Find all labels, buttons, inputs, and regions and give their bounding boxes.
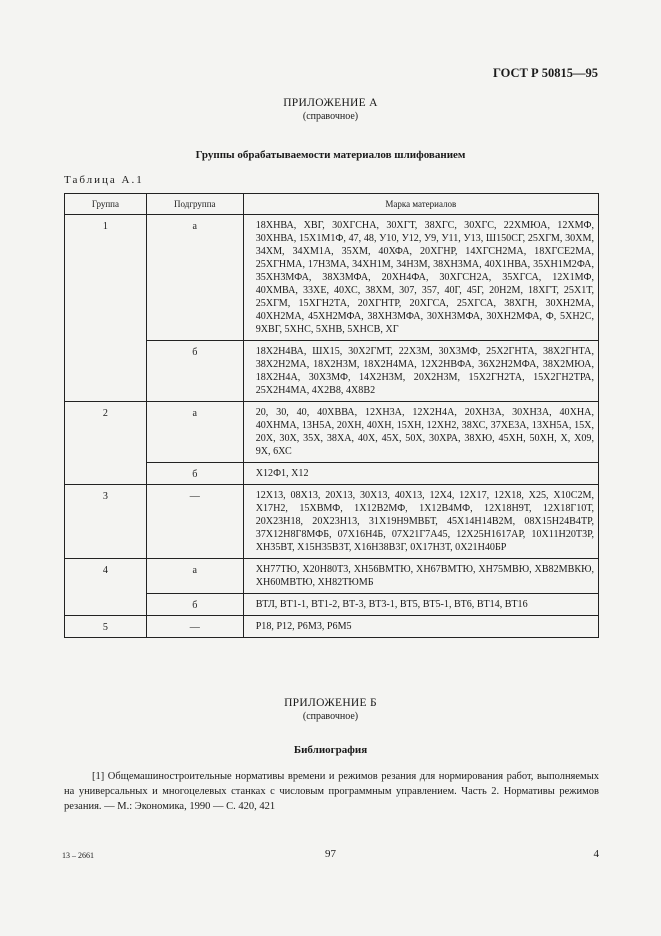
header-subgroup: Подгруппа xyxy=(146,194,243,215)
print-code: 13 – 2661 xyxy=(62,851,94,860)
page-number: 97 xyxy=(325,848,336,860)
subgroup-cell: б xyxy=(146,594,243,616)
table-row xyxy=(65,402,599,463)
bibliography-entry: [1] Общемашиностроительные нормативы времени и режимов резания для нормирования работ, выполняемых на универсальных и многоцелевых станках с числовым программным управлением. Часть 2. Нормативы режимов резания. — М.: Экономика, 1990 — С. 420, 421 xyxy=(64,771,599,812)
materials-cell: 12Х13, 08Х13, 20Х13, 30Х13, 40Х13, 12Х4, 12Х17, 12Х18, Х25, Х10С2М, Х17Н2, 15ХВМФ, 1Х12В2МФ, 1Х12В4МФ, 12Х18Н9Т, 12Х18Г10Т, 20Х23Н18, 20Х23Н13, 31Х19Н9МВБТ, 45Х14Н14В2М, 08Х15Н24В4ТР, 37Х12Н8Г8МФБ, 07Х16Н4Б, 07Х21Г7А45, 12Х25Н1617АР, 10Х11Н20Т3Р, ХН35ВТ, Х15Н35В3Т, Х16Н38В3Г, 0Х17Н3Т, 0Х21Н40БР xyxy=(243,485,598,559)
group-cell xyxy=(65,463,147,485)
group-cell: 3 xyxy=(65,485,147,559)
appendix-a-heading: Группы обрабатываемости материалов шлифованием xyxy=(195,149,466,161)
table-row xyxy=(65,215,599,341)
appendix-b-heading: Библиография xyxy=(293,744,368,756)
table-row xyxy=(65,594,599,616)
group-cell xyxy=(65,594,147,616)
materials-cell: ВТЛ, ВТ1-1, ВТ1-2, ВТ-3, ВТ3-1, ВТ5, ВТ5-1, ВТ6, ВТ14, ВТ16 xyxy=(243,594,598,616)
appendix-b-title: ПРИЛОЖЕНИЕ Б xyxy=(284,697,377,709)
group-cell xyxy=(65,341,147,402)
table-row xyxy=(65,341,599,402)
header-group: Группа xyxy=(65,194,147,215)
table-row xyxy=(65,616,599,638)
appendix-b-subtitle: (справочное) xyxy=(302,711,359,722)
group-cell: 2 xyxy=(65,402,147,463)
table-header-row xyxy=(65,194,599,215)
appendix-a-subtitle: (справочное) xyxy=(302,111,359,122)
table-row xyxy=(65,559,599,594)
table-row xyxy=(65,485,599,559)
document-id: ГОСТ Р 50815—95 xyxy=(492,66,598,80)
table-label: Таблица А.1 xyxy=(64,174,144,186)
group-cell: 1 xyxy=(65,215,147,341)
subgroup-cell: а xyxy=(146,402,243,463)
subgroup-cell: а xyxy=(146,559,243,594)
subgroup-cell: б xyxy=(146,463,243,485)
materials-cell: 18Х2Н4ВА, ШХ15, 30Х2ГМТ, 22Х3М, 30Х3МФ, 25Х2ГНТА, 38Х2ГНТА, 38Х2Н2МА, 18Х2Н3М, 18Х2Н4МА, 12Х2НВФА, 36Х2Н2МФА, 38Х2МЮА, 18Х2Н4А, 30Х3МФ, 14Х2Н3М, 20Х2Н3М, 15Х2ГН2ТА, 15Х2ГН2ТРА, 25Х2Н4МА, 4Х2В8, 4Х8В2 xyxy=(243,341,598,402)
group-cell: 4 xyxy=(65,559,147,594)
subgroup-cell: — xyxy=(146,616,243,638)
subgroup-cell: — xyxy=(146,485,243,559)
materials-cell: ХН77ТЮ, Х20Н80Т3, ХН56ВМТЮ, ХН67ВМТЮ, ХН75МВЮ, ХВ82МВКЮ, ХН60МВТЮ, ХН82ТЮМБ xyxy=(243,559,598,594)
materials-cell: Р18, Р12, Р6М3, Р6М5 xyxy=(243,616,598,638)
subgroup-cell: а xyxy=(146,215,243,341)
materials-cell: Х12Ф1, Х12 xyxy=(243,463,598,485)
subgroup-cell: б xyxy=(146,341,243,402)
appendix-a-title: ПРИЛОЖЕНИЕ А xyxy=(283,97,378,109)
materials-table xyxy=(64,193,599,638)
materials-cell: 18ХНВА, ХВГ, 30ХГСНА, 30ХГТ, 38ХГС, 30ХГС, 22ХМЮА, 12ХМФ, 30ХНВА, 15Х1М1Ф, 47, 48, У10, У12, У9, У11, У13, Ш150СГ, 25ХГМ, 30ХМ, 34ХМ, 34ХМ1А, 35ХМ, 40ХФА, 20ХГНР, 14ХГСН2МА, 18ХГСЕ2МА, 25ХГНМА, 17Н3МА, 34ХН1М, 34Н3М, 38ХН3МА, 40Х1НВА, 35ХН1М2ФА, 35ХН3МФА, 38Х3МФА, 20ХН4ФА, 30ХГСН2А, 35ХГСА, 12Х1МФ, 40ХМВА, 33ХЕ, 40ХС, 38ХМ, 307, 357, 40Г, 45Г, 20Н2М, 18ХГТ, 25Х1Т, 25ХГМ, 15ХГН2ТА, 20ХГНТР, 20ХГСА, 25ХГСА, 38ХГН, 30ХН2МА, 40ХН2МА, 45ХН2МФА, 38ХН3МФА, 30ХН3МФА, 30ХН2МФА, Ф, 5ХН2С, 9ХВГ, 5ХНС, 5ХНВ, 5ХНСВ, ХГ xyxy=(243,215,598,341)
sheet-number: 4 xyxy=(593,848,599,860)
group-cell: 5 xyxy=(65,616,147,638)
table-row xyxy=(65,463,599,485)
header-materials: Марка материалов xyxy=(243,194,598,215)
materials-cell: 20, 30, 40, 40ХВВА, 12ХН3А, 12Х2Н4А, 20ХН3А, 30ХН3А, 40ХНА, 40ХНМА, 13Н5А, 20ХН, 40ХН, 15ХН, 12ХН2, 38ХС, 37ХЕ3А, 13ХН5А, 15Х, 20Х, 30Х, 35Х, 38ХА, 40Х, 45Х, 50Х, 30ХРА, 38ХЮ, 45ХН, 50ХН, Х, Х09, 9Х, 6ХС xyxy=(243,402,598,463)
